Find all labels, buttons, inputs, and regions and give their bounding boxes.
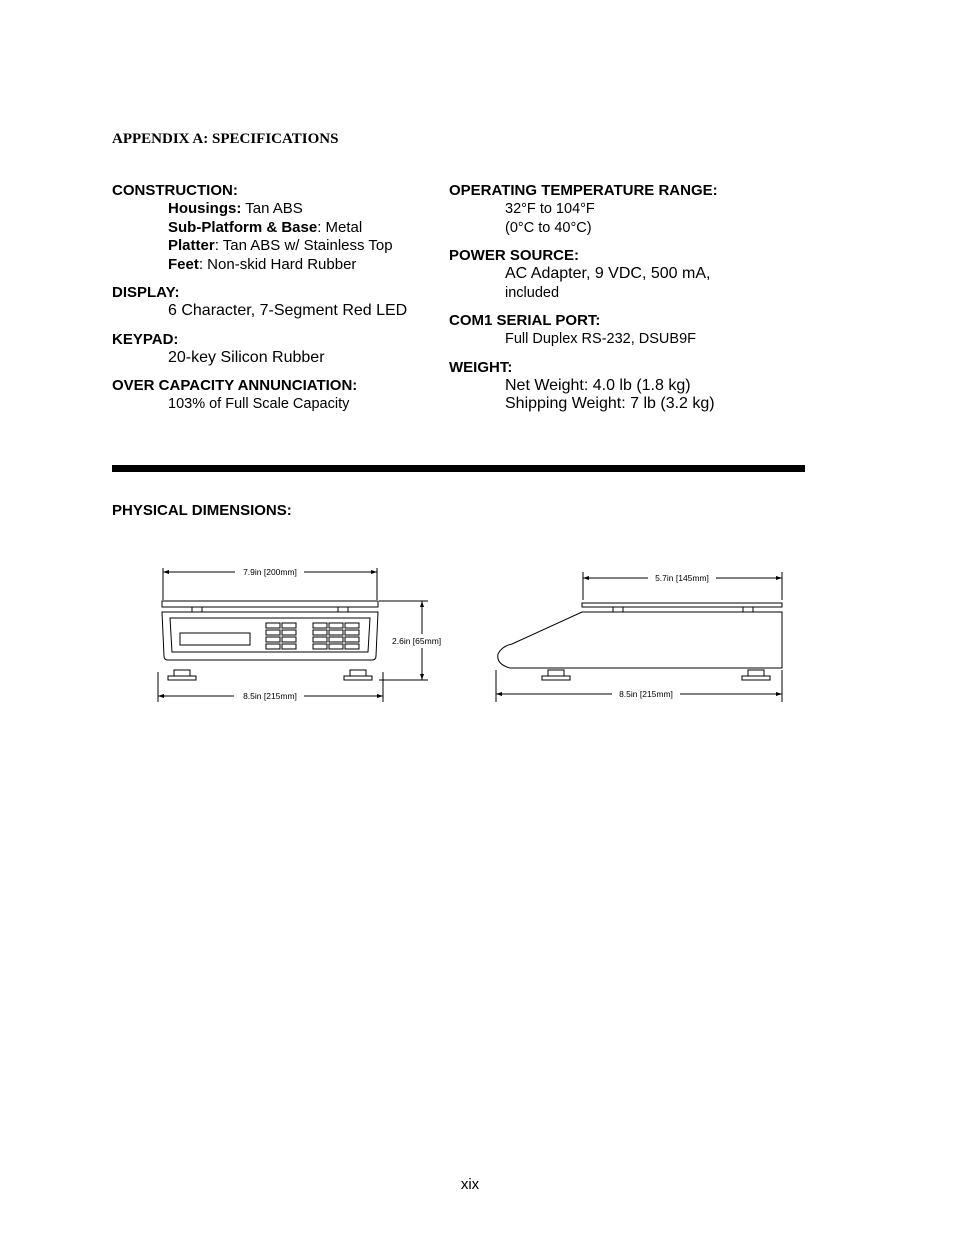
weight-heading: WEIGHT: bbox=[449, 358, 513, 376]
dimension-drawings bbox=[150, 560, 800, 710]
construction-subplatform: Sub-Platform & Base: Metal bbox=[168, 218, 363, 236]
construction-feet: Feet: Non-skid Hard Rubber bbox=[168, 255, 357, 273]
construction-heading: CONSTRUCTION: bbox=[112, 182, 238, 199]
front-view-drawing bbox=[158, 568, 428, 702]
over-capacity-heading: OVER CAPACITY ANNUNCIATION: bbox=[112, 377, 358, 394]
power-heading: POWER SOURCE: bbox=[449, 247, 580, 264]
power-line1: AC Adapter, 9 VDC, 500 mA, bbox=[505, 265, 711, 282]
construction-housings: Housings: Tan ABS bbox=[168, 200, 303, 217]
appendix-title: APPENDIX A: SPECIFICATIONS bbox=[112, 131, 339, 147]
operating-temp-heading: OPERATING TEMPERATURE RANGE: bbox=[449, 182, 718, 199]
construction-platter: Platter: Tan ABS w/ Stainless Top bbox=[168, 237, 393, 254]
front-bottom-width-label: 8.5in [215mm] bbox=[243, 691, 297, 701]
power-line2: included bbox=[505, 284, 560, 301]
over-capacity-value: 103% of Full Scale Capacity bbox=[168, 396, 350, 412]
display-value: 6 Character, 7-Segment Red LED bbox=[168, 302, 408, 319]
keypad-value: 20-key Silicon Rubber bbox=[168, 348, 325, 366]
operating-temp-line1: 32°F to 104°F bbox=[505, 201, 595, 217]
com1-heading: COM1 SERIAL PORT: bbox=[449, 312, 601, 329]
spec-left-column bbox=[112, 182, 407, 414]
front-height-label: 2.6in [65mm] bbox=[392, 636, 442, 646]
keypad-heading: KEYPAD: bbox=[112, 330, 179, 348]
display-heading: DISPLAY: bbox=[112, 284, 180, 301]
weight-net: Net Weight: 4.0 lb (1.8 kg) bbox=[505, 376, 691, 394]
weight-shipping: Shipping Weight: 7 lb (3.2 kg) bbox=[505, 395, 715, 412]
side-view-drawing bbox=[496, 572, 782, 702]
physical-dimensions-heading: PHYSICAL DIMENSIONS: bbox=[112, 502, 292, 519]
section-divider bbox=[112, 465, 805, 472]
com1-value: Full Duplex RS-232, DSUB9F bbox=[505, 331, 696, 347]
side-bottom-width-label: 8.5in [215mm] bbox=[619, 689, 673, 699]
operating-temp-line2: (0°C to 40°C) bbox=[505, 219, 592, 236]
side-top-width-label: 5.7in [145mm] bbox=[655, 573, 709, 583]
spec-right-column bbox=[449, 182, 718, 414]
front-top-width-label: 7.9in [200mm] bbox=[243, 567, 297, 577]
page-number: xix bbox=[460, 1176, 480, 1193]
